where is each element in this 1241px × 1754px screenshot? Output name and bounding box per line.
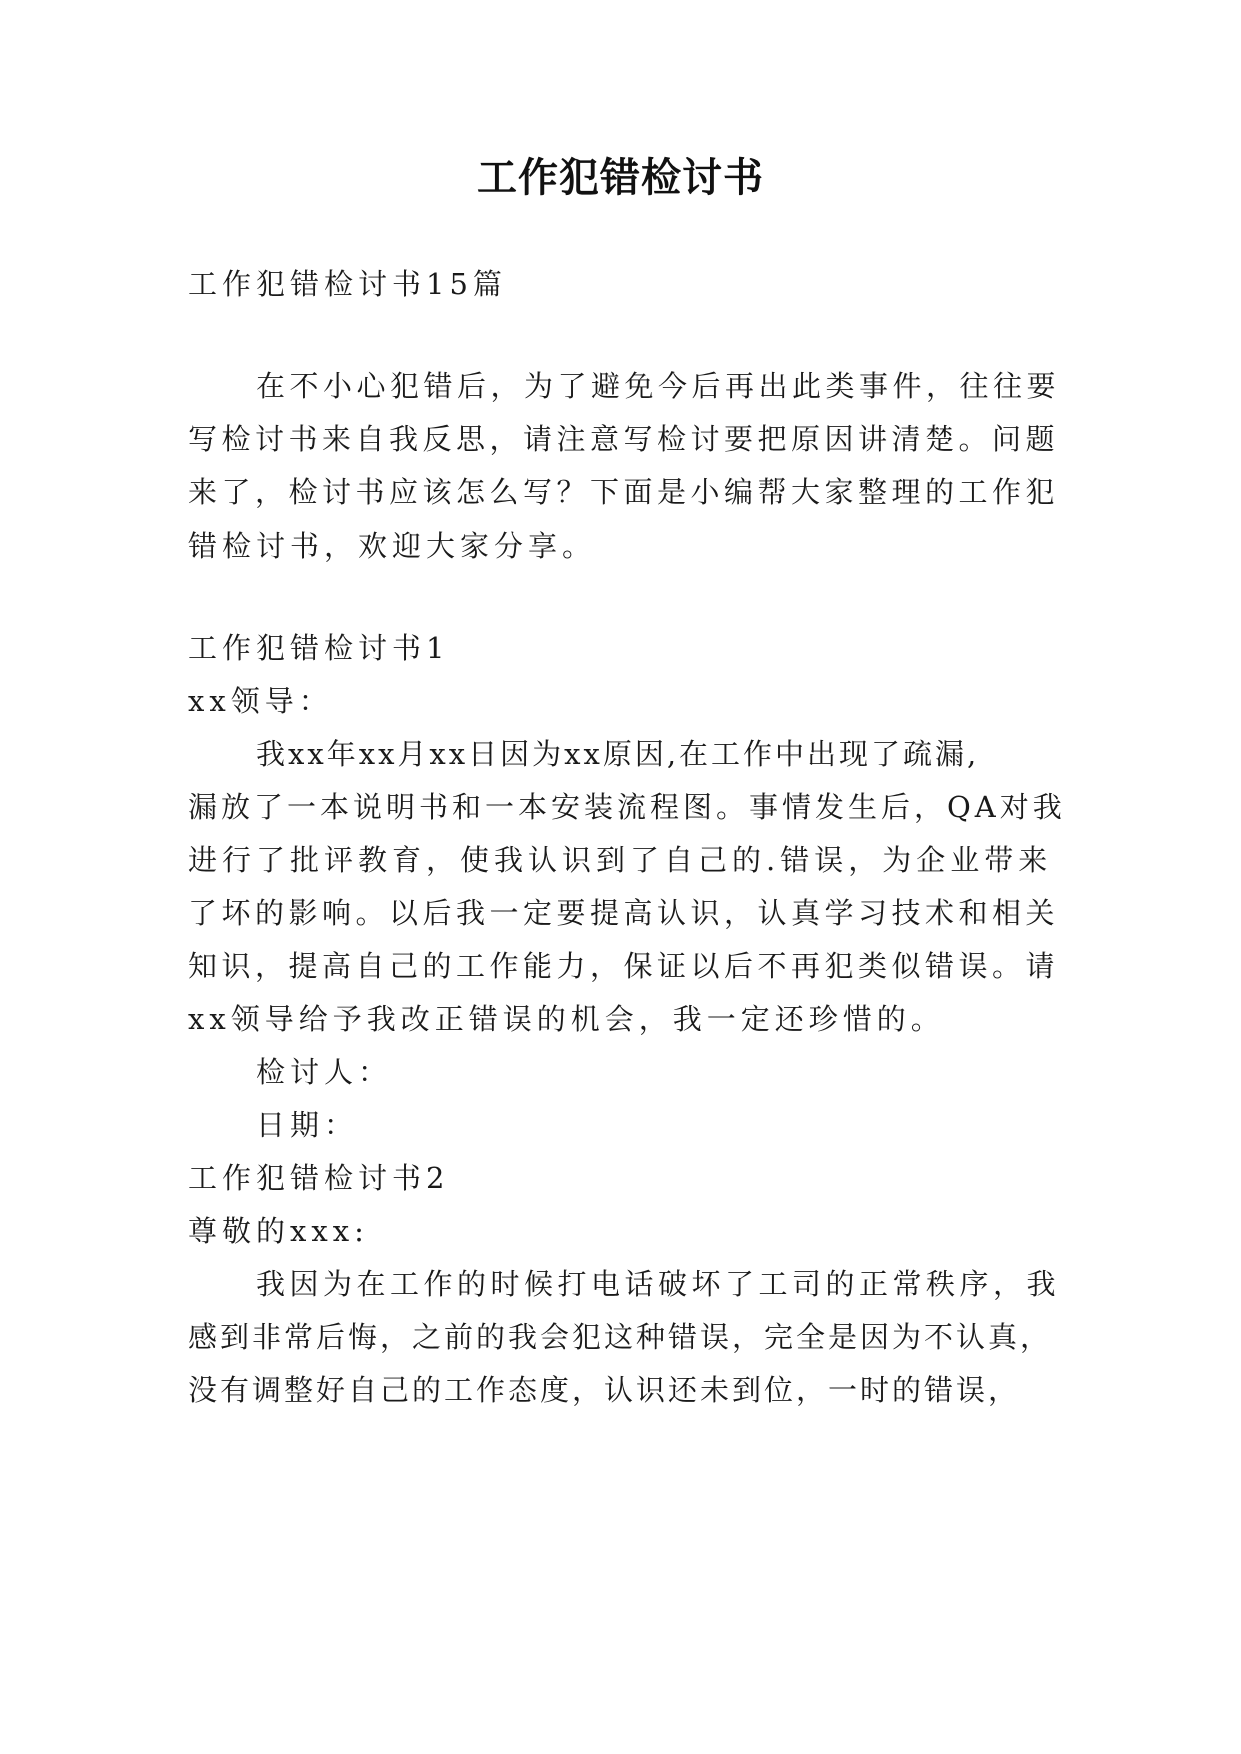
intro-line: 来了，检讨书应该怎么写？下面是小编帮大家整理的工作犯	[188, 475, 1060, 509]
body-line: 没有调整好自己的工作态度，认识还未到位，一时的错误，	[188, 1373, 1021, 1407]
intro-line: 写检讨书来自我反思，请注意写检讨要把原因讲清楚。问题	[188, 422, 1060, 456]
body-line: 进行了批评教育，使我认识到了自己的.错误，为企业带来	[188, 843, 1053, 877]
body-line: 知识，提高自己的工作能力，保证以后不再犯类似错误。请	[188, 949, 1060, 983]
document-subtitle: 工作犯错检讨书15篇	[188, 267, 507, 301]
body-line: 了坏的影响。以后我一定要提高认识，认真学习技术和相关	[188, 896, 1060, 930]
body-line: 漏放了一本说明书和一本安装流程图。事情发生后，QA对我	[188, 790, 1066, 824]
salutation-2: 尊敬的xxx:	[188, 1214, 369, 1248]
body-line: 我因为在工作的时候打电话破坏了工司的正常秩序，我	[256, 1267, 1061, 1301]
document-title: 工作犯错检讨书	[477, 154, 764, 201]
signer-label: 检讨人：	[256, 1055, 393, 1089]
section-heading-2: 工作犯错检讨书2	[188, 1161, 450, 1195]
body-line: 我xx年xx月xx日因为xx原因,在工作中出现了疏漏,	[256, 737, 980, 771]
salutation-1: xx领导：	[188, 684, 333, 718]
section-heading-1: 工作犯错检讨书1	[188, 631, 450, 665]
intro-line: 错检讨书，欢迎大家分享。	[188, 529, 597, 563]
body-line: xx领导给予我改正错误的机会，我一定还珍惜的。	[188, 1002, 945, 1036]
intro-line: 在不小心犯错后，为了避免今后再出此类事件，往往要	[256, 369, 1061, 403]
body-line: 感到非常后悔，之前的我会犯这种错误，完全是因为不认真，	[188, 1320, 1053, 1354]
date-label: 日期：	[256, 1108, 359, 1142]
